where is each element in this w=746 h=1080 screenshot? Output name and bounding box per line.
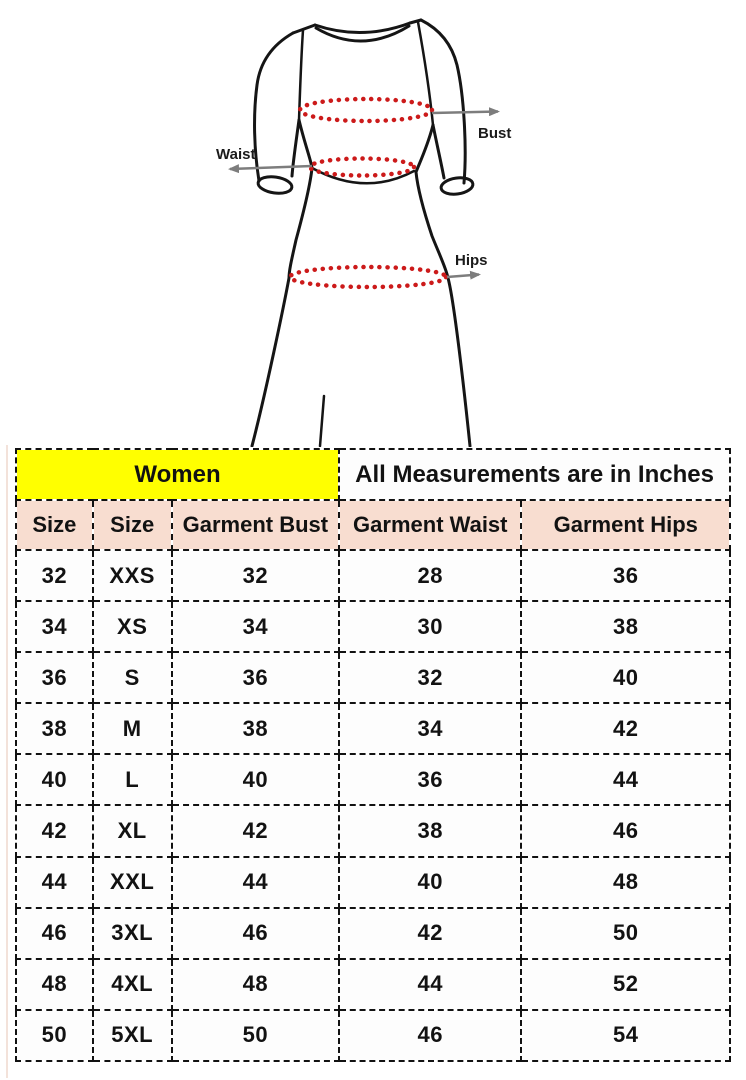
size-numeric-cell: 48 — [16, 959, 93, 1010]
waist-cell: 30 — [339, 601, 521, 652]
hips-measure-ellipse — [290, 267, 446, 287]
measurement-diagram — [0, 0, 746, 447]
bust-cell: 48 — [172, 959, 339, 1010]
column-header-size-numeric: Size — [16, 500, 93, 550]
right-sleeve-outer — [421, 20, 465, 183]
waist-cell: 36 — [339, 754, 521, 805]
bust-cell: 40 — [172, 754, 339, 805]
size-numeric-cell: 42 — [16, 805, 93, 856]
size-letter-cell: 5XL — [93, 1010, 172, 1061]
size-letter-cell: 4XL — [93, 959, 172, 1010]
waist-cell: 32 — [339, 652, 521, 703]
bust-cell: 36 — [172, 652, 339, 703]
hips-label: Hips — [455, 252, 488, 269]
measurement-ellipses — [290, 99, 446, 287]
waist-cell: 44 — [339, 959, 521, 1010]
bust-cell: 32 — [172, 550, 339, 601]
waist-cell: 40 — [339, 857, 521, 908]
size-numeric-cell: 50 — [16, 1010, 93, 1061]
table-row — [16, 1010, 730, 1061]
left-cuff — [257, 175, 293, 196]
waist-arrow — [230, 166, 312, 169]
women-group-header: Women — [16, 449, 339, 500]
table-row — [16, 754, 730, 805]
size-numeric-cell: 34 — [16, 601, 93, 652]
left-armhole-seam — [299, 30, 303, 120]
size-chart-table — [15, 448, 731, 1062]
size-numeric-cell: 40 — [16, 754, 93, 805]
size-numeric-cell: 46 — [16, 908, 93, 959]
size-numeric-cell: 32 — [16, 550, 93, 601]
hips-cell: 52 — [521, 959, 730, 1010]
bust-cell: 42 — [172, 805, 339, 856]
column-header-row — [16, 500, 730, 550]
table-row — [16, 908, 730, 959]
hips-cell: 54 — [521, 1010, 730, 1061]
size-letter-cell: XXS — [93, 550, 172, 601]
size-letter-cell: M — [93, 703, 172, 754]
waist-seam-line — [312, 168, 414, 183]
waist-cell: 42 — [339, 908, 521, 959]
waist-cell: 46 — [339, 1010, 521, 1061]
hips-cell: 44 — [521, 754, 730, 805]
hips-cell: 38 — [521, 601, 730, 652]
column-header-size-letter: Size — [93, 500, 172, 550]
bust-cell: 38 — [172, 703, 339, 754]
bust-label: Bust — [478, 125, 512, 142]
column-header-garment-waist: Garment Waist — [339, 500, 521, 550]
collar-upper-line — [315, 23, 410, 33]
table-row — [16, 652, 730, 703]
table-row — [16, 601, 730, 652]
column-header-garment-bust: Garment Bust — [172, 500, 339, 550]
table-row — [16, 857, 730, 908]
waist-cell: 28 — [339, 550, 521, 601]
bust-arrow — [432, 112, 498, 114]
waist-label: Waist — [216, 146, 256, 163]
size-numeric-cell: 38 — [16, 703, 93, 754]
bust-cell: 44 — [172, 857, 339, 908]
hips-cell: 50 — [521, 908, 730, 959]
hips-cell: 36 — [521, 550, 730, 601]
hips-cell: 40 — [521, 652, 730, 703]
waist-measure-ellipse — [310, 159, 414, 176]
hips-cell: 48 — [521, 857, 730, 908]
size-letter-cell: 3XL — [93, 908, 172, 959]
hips-cell: 46 — [521, 805, 730, 856]
bust-cell: 46 — [172, 908, 339, 959]
table-row — [16, 550, 730, 601]
bust-measure-ellipse — [300, 99, 432, 121]
size-numeric-cell: 44 — [16, 857, 93, 908]
hips-arrow — [447, 275, 479, 278]
bust-cell: 50 — [172, 1010, 339, 1061]
group-header-row — [16, 449, 730, 500]
table-row — [16, 805, 730, 856]
center-slit-line — [320, 396, 324, 446]
size-numeric-cell: 36 — [16, 652, 93, 703]
waist-cell: 38 — [339, 805, 521, 856]
size-letter-cell: XS — [93, 601, 172, 652]
hips-cell: 42 — [521, 703, 730, 754]
left-edge-artifact — [6, 445, 8, 1078]
right-sleeve-inner — [433, 125, 444, 178]
table-row — [16, 703, 730, 754]
size-letter-cell: XXL — [93, 857, 172, 908]
size-letter-cell: S — [93, 652, 172, 703]
size-letter-cell: L — [93, 754, 172, 805]
size-letter-cell: XL — [93, 805, 172, 856]
column-header-garment-hips: Garment Hips — [521, 500, 730, 550]
waist-cell: 34 — [339, 703, 521, 754]
left-sleeve-outer — [255, 33, 293, 181]
dress-illustration — [0, 0, 746, 447]
units-group-header: All Measurements are in Inches — [339, 449, 730, 500]
bust-cell: 34 — [172, 601, 339, 652]
dress-outline — [252, 20, 474, 446]
table-row — [16, 959, 730, 1010]
